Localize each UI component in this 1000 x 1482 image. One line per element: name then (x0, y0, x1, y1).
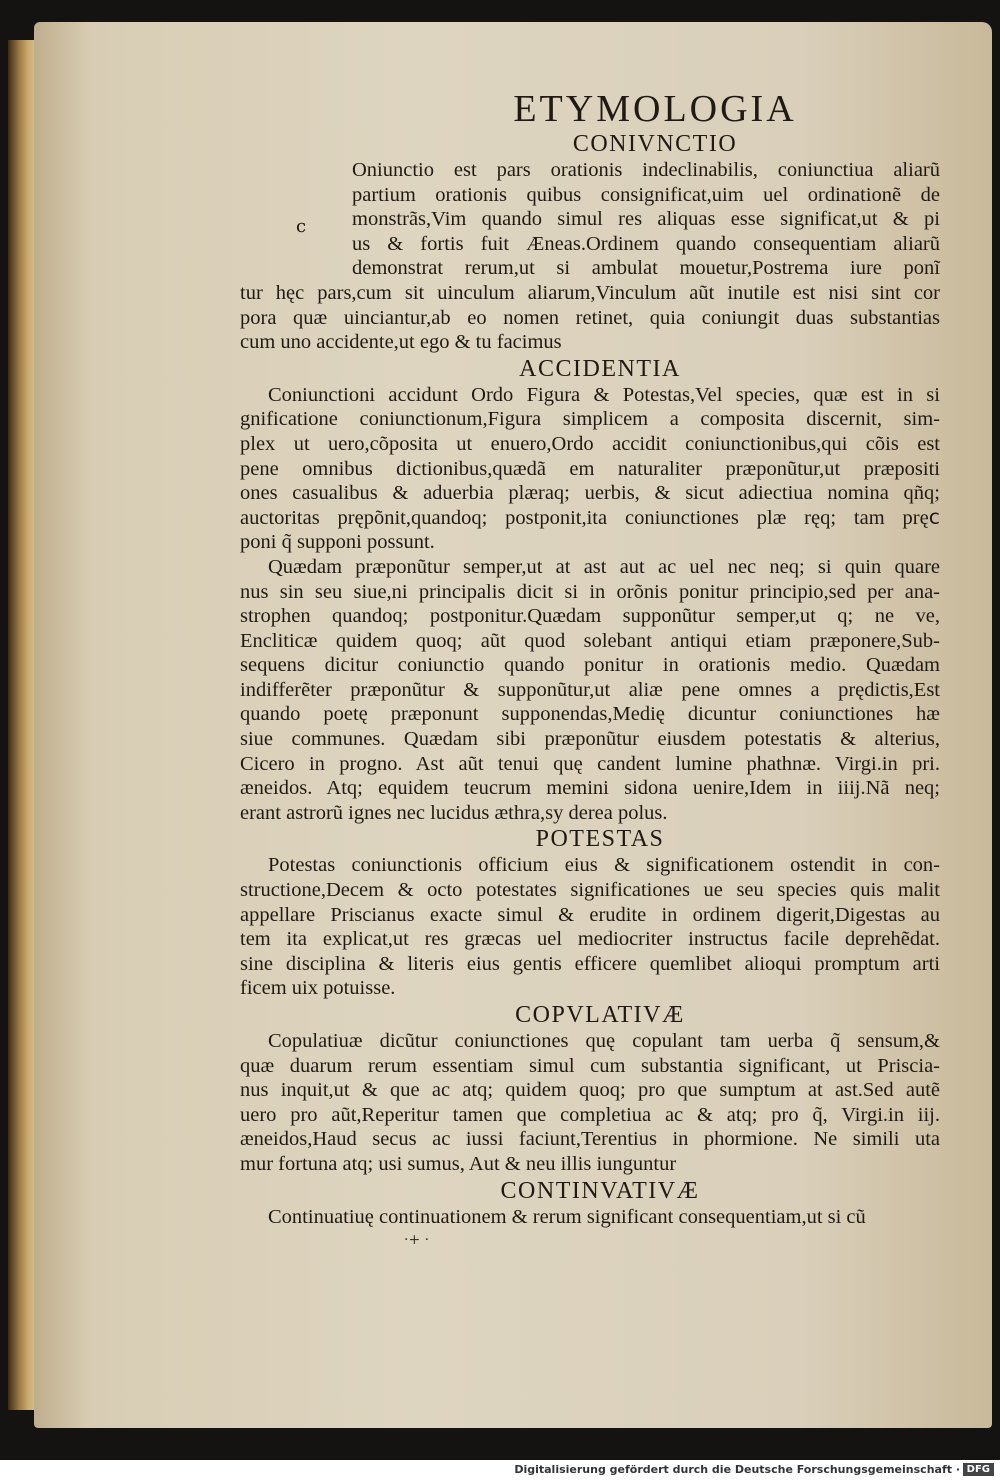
text-line: plex ut uero,cõposita ut enuero,Ordo accidit coniunctionibus,qui cõis est (240, 432, 940, 455)
text-line: Encliticæ quidem quoq; aũt quod solebant antiqui etiam præponere,Sub- (240, 629, 940, 652)
sections (240, 355, 960, 1229)
text-line: tem ita explicat,ut res græcas uel mediocriter instructus facile deprehẽdat. (240, 928, 940, 951)
paragraph (240, 1029, 960, 1177)
text-line: Coniunctioni accidunt Ordo Figura & Potestas,Vel species, quæ est in si (268, 383, 940, 406)
text-line: indifferẽter præponũtur & supponũtur,ut aliæ pene omnes a prędictis,Est (240, 678, 940, 701)
text-line: sequens dicitur coniunctio quando ponitur in orationis medio. Quædam (240, 654, 940, 677)
text-line: Oniunctio est pars orationis indeclinabilis, coniunctiua aliarũ (352, 159, 940, 181)
text-line: structione,Decem & octo potestates significationes ue seu species quis malit (240, 879, 940, 902)
text-line: Potestas coniunctionis officium eius & significationem ostendit in con- (268, 854, 940, 877)
footer-credit: Digitalisierung gefördert durch die Deutsche Forschungsgemeinschaft · (514, 1463, 960, 1476)
text-line: mur fortuna atq; usi sumus, Aut & neu illis iunguntur (240, 1152, 677, 1175)
text-line: nus sin seu siue,ni principalis dicit si in orõnis ponitur principio,sed per ana- (240, 580, 940, 603)
text-line: us & fortis fuit Æneas.Ordinem quando consequentiam aliarũ (352, 232, 940, 255)
text-line: strophen quandoq; postponitur.Quædam supponũtur semper,ut q; ne ve, (240, 605, 940, 628)
intro-paragraph (240, 158, 960, 355)
text-line: poni q̃ supponi possunt. (240, 531, 435, 554)
text-line: partium orationis quibus consignificat,uim uel ordinationẽ de (352, 183, 940, 206)
text-line: gnificatione coniunctionum,Figura simplicem a composita discernit, sim- (240, 408, 940, 431)
text-block (240, 88, 960, 1229)
text-line: ones casualibus & aduerbia plæraq; uerbis, & sicut adiectiua nomina qñq; (240, 482, 940, 505)
text-line: Continuatiuę continuationem & rerum significant consequentiam,ut si cũ (268, 1205, 866, 1228)
text-line: æneidos,Haud secus ac iussi faciunt,Terentius in phormione. Ne simili uta (240, 1128, 940, 1151)
text-line: pene omnibus dictionibus,quædã em naturaliter præponũtur,ut præpositi (240, 457, 940, 480)
text-line: uero pro aũt,Reperitur tamen que completiua ac & atq; pro q̃, Virgi.in iij. (240, 1103, 940, 1126)
paragraph (240, 383, 960, 555)
paragraph (240, 555, 960, 826)
text-line: erant astrorũ ignes nec lucidus æthra,sy derea polus. (240, 801, 668, 824)
section-heading: POTESTAS (535, 826, 665, 853)
paragraph (240, 853, 960, 1001)
text-line: cum uno accidente,ut ego & tu facimus (240, 331, 562, 354)
footer-strip (0, 1460, 1000, 1482)
text-line: pora quæ uinciantur,ab eo nomen retinet, quia coniungit duas substantias (240, 306, 940, 329)
section-heading: CONIVNCTIO (572, 131, 738, 157)
text-line: nus inquit,ut & que ac atq; quidem quoq; pro que sumptum at ast.Sed autẽ (240, 1079, 940, 1102)
text-line: ficem uix potuisse. (240, 977, 396, 1000)
section-heading: CONTINVATIVÆ (500, 1177, 700, 1204)
text-line: Cicero in progno. Ast aũt tenui quę candent lumine phathnæ. Virgi.in pri. (240, 752, 940, 775)
section-heading: COPVLATIVÆ (515, 1002, 685, 1028)
text-line: Quædam præponũtur semper,ut at ast aut ac uel nec neq; si quin quare (268, 555, 940, 578)
page-title: ETYMOLOGIA (513, 88, 797, 130)
section-heading: ACCIDENTIA (519, 355, 681, 382)
marginal-mark: c (296, 216, 307, 237)
text-line: tur hęc pars,cum sit uinculum aliarum,Vinculum aũt inutile est nisi sint cor (240, 281, 940, 304)
text-line: siue communes. Quædam sibi præponũtur eiusdem potestatis & alterius, (240, 728, 940, 751)
text-line: auctoritas prępõnit,quandoq; postponit,ita coniunctiones plæ ręq; tam pręⅽ (240, 506, 940, 529)
page-edge (8, 40, 36, 1410)
text-line: quando poetę præponunt supponendas,Medię dicuntur coniunctiones hæ (240, 703, 940, 726)
bottom-marks: ·+ · (404, 1232, 430, 1248)
text-line: sine disciplina & literis eius gentis efficere quemlibet alioqui promptum arti (240, 952, 940, 975)
text-line: æneidos. Atq; equidem teucrum memini sidona uenire,Idem in iiij.Nã neq; (240, 777, 940, 800)
text-line: demonstrat rerum,ut si ambulat mouetur,Postrema iure ponĩ (352, 257, 940, 280)
text-line: Copulatiuæ dicũtur coniunctiones quę copulant tam uerba q̃ sensum,& (268, 1030, 940, 1052)
dfg-logo: DFG (963, 1463, 994, 1476)
paragraph (240, 1205, 960, 1230)
text-line: quæ duarum rerum essentiam simul cum substantia significant, ut Priscia- (240, 1054, 940, 1077)
text-line: appellare Priscianus exacte simul & erudite in ordinem digerit,Digestas au (240, 903, 940, 926)
text-line: monstrãs,Vim quando simul res aliquas esse significat,ut & pi (352, 208, 940, 231)
